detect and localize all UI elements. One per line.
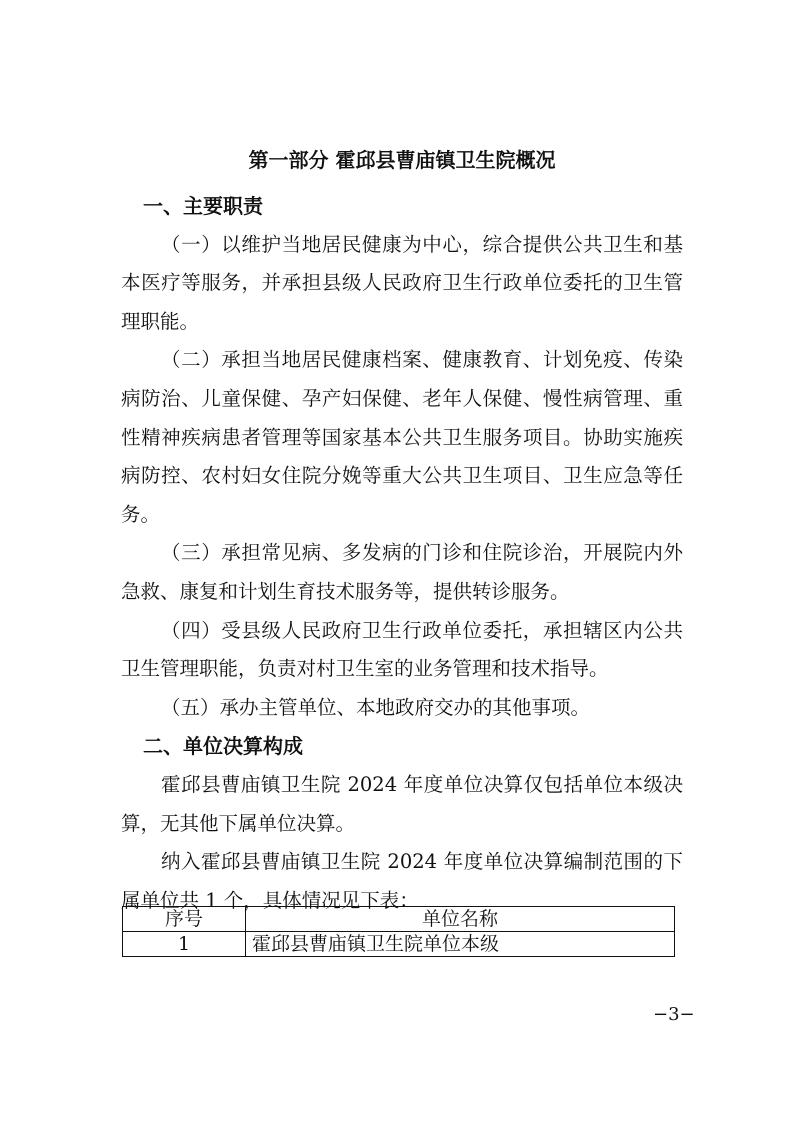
page-number: −3−: [653, 1004, 695, 1025]
paragraph: 霍邱县曹庙镇卫生院 2024 年度单位决算仅包括单位本级决算，无其他下属单位决算。: [121, 772, 683, 835]
document-body: [121, 141, 683, 920]
section-heading: 一、主要职责: [143, 194, 263, 218]
paragraph: （三）承担常见病、多发病的门诊和住院诊治，开展院内外急救、康复和计划生育技术服务等，提供转诊服务。: [121, 541, 683, 603]
paragraph: （四）受县级人民政府卫生行政单位委托，承担辖区内公共卫生管理职能，负责对村卫生室的业务管理和技术指导。: [121, 618, 683, 681]
paragraph: （五）承办主管单位、本地政府交办的其他事项。: [161, 695, 591, 719]
table-cell: 1: [123, 932, 246, 957]
paragraph: （一）以维护当地居民健康为中心，综合提供公共卫生和基本医疗等服务，并承担县级人民政府卫生行政单位委托的卫生管理职能。: [121, 232, 683, 333]
section-heading: 二、单位决算构成: [143, 734, 303, 759]
table-row: [123, 932, 675, 957]
table-header-row: [123, 907, 675, 932]
paragraph: （二）承担当地居民健康档案、健康教育、计划免疫、传染病防治、儿童保健、孕产妇保健、老年人保健、慢性病管理、重性精神疾病患者管理等国家基本公共卫生服务项目。协助实施疾病防控、农村妇女住院分娩等重大公共卫生项目、卫生应急等任务。: [121, 348, 683, 526]
paragraph: 纳入霍邱县曹庙镇卫生院 2024 年度单位决算编制范围的下属单位共 1 个，具体情况见下表：: [121, 850, 683, 912]
header-cell: 单位名称: [246, 907, 675, 932]
page-title: 第一部分 霍邱县曹庙镇卫生院概况: [248, 148, 556, 172]
table-cell: 霍邱县曹庙镇卫生院单位本级: [246, 932, 675, 957]
header-cell: 序号: [123, 907, 246, 932]
units-table: [122, 906, 675, 957]
